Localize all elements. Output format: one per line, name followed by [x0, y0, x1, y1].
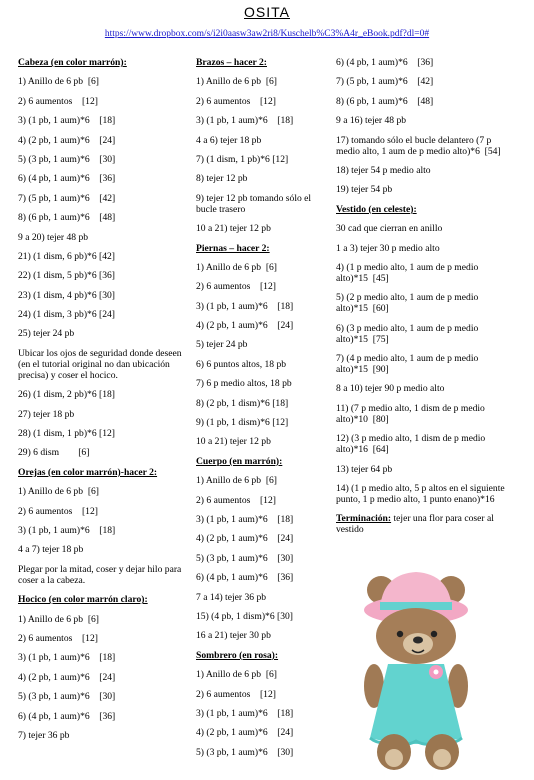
section-heading: Cuerpo (en marrón): [196, 455, 283, 467]
pattern-row: 1) Anillo de 6 pb [6] [196, 261, 278, 273]
pattern-row: 3) (1 pb, 1 aum)*6 [18] [196, 707, 294, 719]
pattern-row: 27) tejer 18 pb [18, 408, 75, 420]
pattern-row: 7) (5 pb, 1 aum)*6 [42] [18, 192, 116, 204]
pattern-row: 29) 6 dism [6] [18, 447, 90, 459]
instruction-paragraph: 17) tomando sólo el bucle delantero (7 p medio alto, 1 aum de p medio alto)*6 [54] [336, 134, 501, 157]
pattern-row: 10 a 21) tejer 12 pb [196, 223, 271, 235]
pattern-row: 2) 6 aumentos [12] [18, 95, 98, 107]
pattern-row: 5) tejer 24 pb [196, 339, 248, 351]
pattern-row: 5) (3 pb, 1 aum)*6 [30] [18, 691, 116, 703]
pattern-row: 5) (3 pb, 1 aum)*6 [30] [196, 746, 294, 758]
pattern-row: 28) (1 dism, 1 pb)*6 [12] [18, 428, 115, 440]
bear-dress [370, 664, 462, 744]
pattern-row: 1) Anillo de 6 pb [6] [196, 475, 278, 487]
pattern-row: 3) (1 pb, 1 aum)*6 [18] [18, 524, 116, 536]
pattern-row: 8 a 10) tejer 90 p medio alto [336, 383, 445, 395]
pattern-row: 7) (5 pb, 1 aum)*6 [42] [336, 76, 434, 88]
instruction-paragraph: 4) (1 p medio alto, 1 aum de p medio alto)*15 [45] [336, 261, 481, 284]
pattern-row: 1) Anillo de 6 pb [6] [196, 76, 278, 88]
pattern-row: 4) (2 pb, 1 aum)*6 [24] [18, 134, 116, 146]
instruction-paragraph: 6) (3 p medio alto, 1 aum de p medio alto)*15 [75] [336, 322, 481, 345]
page-title: OSITA [244, 4, 290, 20]
pattern-row: 7) tejer 36 pb [18, 729, 70, 741]
instruction-paragraph: 9) tejer 12 pb tomando sólo el bucle trasero [196, 192, 314, 215]
column-1 [18, 57, 190, 749]
pattern-row: 6) 6 puntos altos, 18 pb [196, 358, 287, 370]
pattern-row: 3) (1 pb, 1 aum)*6 [18] [196, 115, 294, 127]
pattern-row: 6) (4 pb, 1 aum)*6 [36] [18, 710, 116, 722]
pattern-row: 8) (2 pb, 1 dism)*6 [18] [196, 397, 289, 409]
pattern-row: 1) Anillo de 6 pb [6] [196, 669, 278, 681]
instruction-paragraph: 11) (7 p medio alto, 1 dism de p medio alto)*10 [80] [336, 402, 488, 425]
bear-photo [346, 566, 486, 776]
finishing-text: tejer una flor para coser al vestido [336, 513, 494, 536]
section-heading: Orejas (en color marrón)-hacer 2: [18, 466, 158, 478]
pattern-row: 2) 6 aumentos [12] [18, 632, 98, 644]
pattern-row: 26) (1 dism, 2 pb)*6 [18] [18, 389, 115, 401]
pattern-row: 3) (1 pb, 1 aum)*6 [18] [196, 513, 294, 525]
pattern-row: 3) (1 pb, 1 aum)*6 [18] [196, 300, 294, 312]
finishing-note [336, 513, 506, 535]
pattern-row: 2) 6 aumentos [12] [196, 494, 276, 506]
instruction-paragraph: Ubicar los ojos de seguridad donde deseen (en el tutorial original no dan ubicación precisa) y coser el hocico. [18, 347, 184, 381]
pattern-row: 6) (4 pb, 1 aum)*6 [36] [336, 57, 434, 68]
bear-snout [403, 633, 433, 655]
pattern-row: 2) 6 aumentos [12] [196, 688, 276, 700]
pattern-row: 4) (2 pb, 1 aum)*6 [24] [196, 533, 294, 545]
pattern-row: 6) (4 pb, 1 aum)*6 [36] [18, 173, 116, 185]
bear-nose [413, 637, 423, 644]
pattern-row: 9) (1 pb, 1 dism)*6 [12] [196, 417, 289, 429]
pattern-row: 7 a 14) tejer 36 pb [196, 591, 267, 603]
pattern-row: 4) (2 pb, 1 aum)*6 [24] [196, 727, 294, 739]
pattern-row: 7) (1 dism, 1 pb)*6 [12] [196, 153, 289, 165]
section-heading: Cabeza (en color marrón): [18, 57, 127, 68]
pattern-row: 21) (1 dism, 6 pb)*6 [42] [18, 250, 115, 262]
pattern-row: 5) (3 pb, 1 aum)*6 [30] [18, 153, 116, 165]
instruction-paragraph: 14) (1 p medio alto, 5 p altos en el siguiente punto, 1 p medio alto, 1 punto enano)*16 [336, 483, 508, 506]
pattern-row: 4) (2 pb, 1 aum)*6 [24] [18, 671, 116, 683]
pattern-row: 19) tejer 54 pb [336, 184, 393, 196]
pattern-row: 1) Anillo de 6 pb [6] [18, 613, 100, 625]
column-3 [336, 57, 506, 539]
instruction-paragraph: 7) (4 p medio alto, 1 aum de p medio alto)*15 [90] [336, 353, 481, 376]
pattern-row: 1) Anillo de 6 pb [6] [18, 76, 100, 88]
section-heading: Sombrero (en rosa): [196, 649, 279, 661]
pattern-row: 8) (6 pb, 1 aum)*6 [48] [336, 95, 434, 107]
pattern-row: 10 a 21) tejer 12 pb [196, 436, 271, 448]
pattern-row: 7) 6 p medio altos, 18 pb [196, 378, 292, 390]
pattern-row: 4 a 7) tejer 18 pb [18, 544, 84, 556]
finishing-label: Terminación: [336, 513, 392, 525]
pattern-row: 9 a 20) tejer 48 pb [18, 231, 89, 243]
pattern-row: 23) (1 dism, 4 pb)*6 [30] [18, 289, 115, 301]
instruction-paragraph: Plegar por la mitad, coser y dejar hilo para coser a la cabeza. [18, 563, 184, 586]
pattern-row: 6) (4 pb, 1 aum)*6 [36] [196, 572, 294, 584]
section-heading: Hocico (en color marrón claro): [18, 594, 148, 606]
pattern-row: 16 a 21) tejer 30 pb [196, 630, 271, 642]
section-heading: Brazos – hacer 2: [196, 57, 267, 68]
pattern-row: 22) (1 dism, 5 pb)*6 [36] [18, 270, 115, 282]
pattern-row: 30 cad que cierran en anillo [336, 223, 443, 235]
pattern-row: 4 a 6) tejer 18 pb [196, 134, 262, 146]
pattern-row: 8) (6 pb, 1 aum)*6 [48] [18, 212, 116, 224]
pattern-row: 8) tejer 12 pb [196, 173, 248, 185]
pattern-row: 2) 6 aumentos [12] [18, 505, 98, 517]
section-heading: Piernas – hacer 2: [196, 242, 270, 254]
pattern-row: 3) (1 pb, 1 aum)*6 [18] [18, 652, 116, 664]
pattern-row: 1) Anillo de 6 pb [6] [18, 486, 100, 498]
source-link[interactable]: https://www.dropbox.com/s/i2i0aasw3aw2ri8/Kuschelb%C3%A4r_eBook.pdf?dl=0# [104, 29, 430, 39]
pattern-row: 18) tejer 54 p medio alto [336, 164, 431, 176]
pattern-row: 13) tejer 64 pb [336, 463, 393, 475]
bear-eye-left [397, 631, 403, 637]
pattern-row: 1 a 3) tejer 30 p medio alto [336, 242, 440, 254]
pattern-row: 2) 6 aumentos [12] [196, 95, 276, 107]
pattern-row: 9 a 16) tejer 48 pb [336, 115, 407, 127]
pattern-row: 4) (2 pb, 1 aum)*6 [24] [196, 320, 294, 332]
pattern-row: 2) 6 aumentos [12] [196, 281, 276, 293]
pattern-row: 3) (1 pb, 1 aum)*6 [18] [18, 115, 116, 127]
pattern-row: 24) (1 dism, 3 pb)*6 [24] [18, 309, 115, 321]
column-2 [196, 57, 330, 766]
pattern-row: 5) (3 pb, 1 aum)*6 [30] [196, 552, 294, 564]
bear-eye-right [431, 631, 437, 637]
section-heading: Vestido (en celeste): [336, 203, 417, 215]
instruction-paragraph: 12) (3 p medio alto, 1 dism de p medio alto)*16 [64] [336, 433, 488, 456]
pattern-row: 15) (4 pb, 1 dism)*6 [30] [196, 610, 293, 622]
instruction-paragraph: 5) (2 p medio alto, 1 aum de p medio alto)*15 [60] [336, 292, 481, 315]
pattern-row: 25) tejer 24 pb [18, 328, 75, 340]
